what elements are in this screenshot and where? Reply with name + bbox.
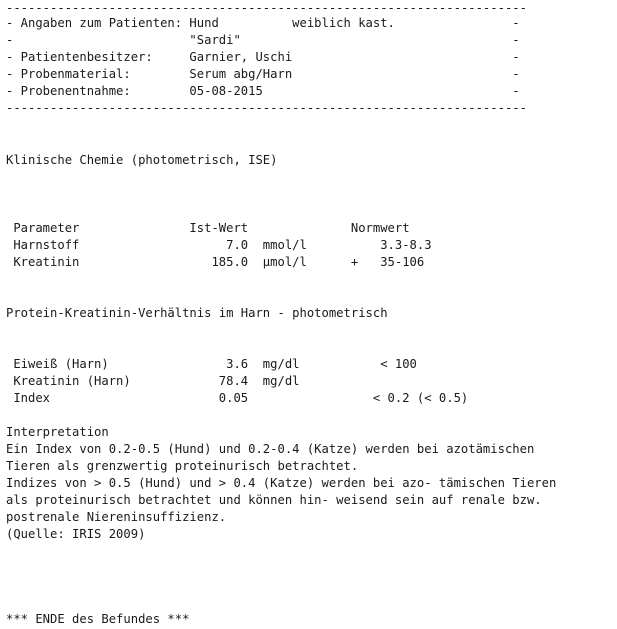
upc-row-kreatinin: Kreatinin (Harn) 78.4 mg/dl [6, 374, 300, 388]
interpretation-line: Ein Index von 0.2-0.5 (Hund) und 0.2-0.4 (Katze) werden bei azotämischen [6, 442, 535, 456]
patient-line-species: - Angaben zum Patienten: Hund weiblich kast. - [6, 16, 520, 30]
chemistry-title: Klinische Chemie (photometrisch, ISE) [6, 153, 278, 167]
interpretation-line: Indizes von > 0.5 (Hund) und > 0.4 (Katze) werden bei azo- tämischen Tieren [6, 476, 557, 490]
interpretation-line: als proteinurisch betrachtet und können hin- weisend sein auf renale bzw. [6, 493, 542, 507]
interpretation-line: Tieren als grenzwertig proteinurisch betrachtet. [6, 459, 359, 473]
report-end-footer: *** ENDE des Befundes *** [6, 612, 190, 626]
upc-row-eiweiss: Eiweiß (Harn) 3.6 mg/dl < 100 [6, 357, 417, 371]
separator-top: ----------------------------------------------------------------------- [6, 1, 527, 15]
patient-line-name: - "Sardi" - [6, 33, 520, 47]
interpretation-heading: Interpretation [6, 425, 109, 439]
separator-bottom: ----------------------------------------------------------------------- [6, 101, 527, 115]
chemistry-table-header: Parameter Ist-Wert Normwert [6, 221, 410, 235]
patient-line-owner: - Patientenbesitzer: Garnier, Uschi - [6, 50, 520, 64]
upc-title: Protein-Kreatinin-Verhältnis im Harn - photometrisch [6, 306, 388, 320]
interpretation-line: postrenale Niereninsuffizienz. [6, 510, 227, 524]
patient-line-date: - Probenentnahme: 05-08-2015 - [6, 84, 520, 98]
chemistry-row-harnstoff: Harnstoff 7.0 mmol/l 3.3-8.3 [6, 238, 432, 252]
upc-row-index: Index 0.05 < 0.2 (< 0.5) [6, 391, 469, 405]
patient-line-material: - Probenmaterial: Serum abg/Harn - [6, 67, 520, 81]
chemistry-row-kreatinin: Kreatinin 185.0 µmol/l + 35-106 [6, 255, 425, 269]
interpretation-source: (Quelle: IRIS 2009) [6, 527, 146, 541]
